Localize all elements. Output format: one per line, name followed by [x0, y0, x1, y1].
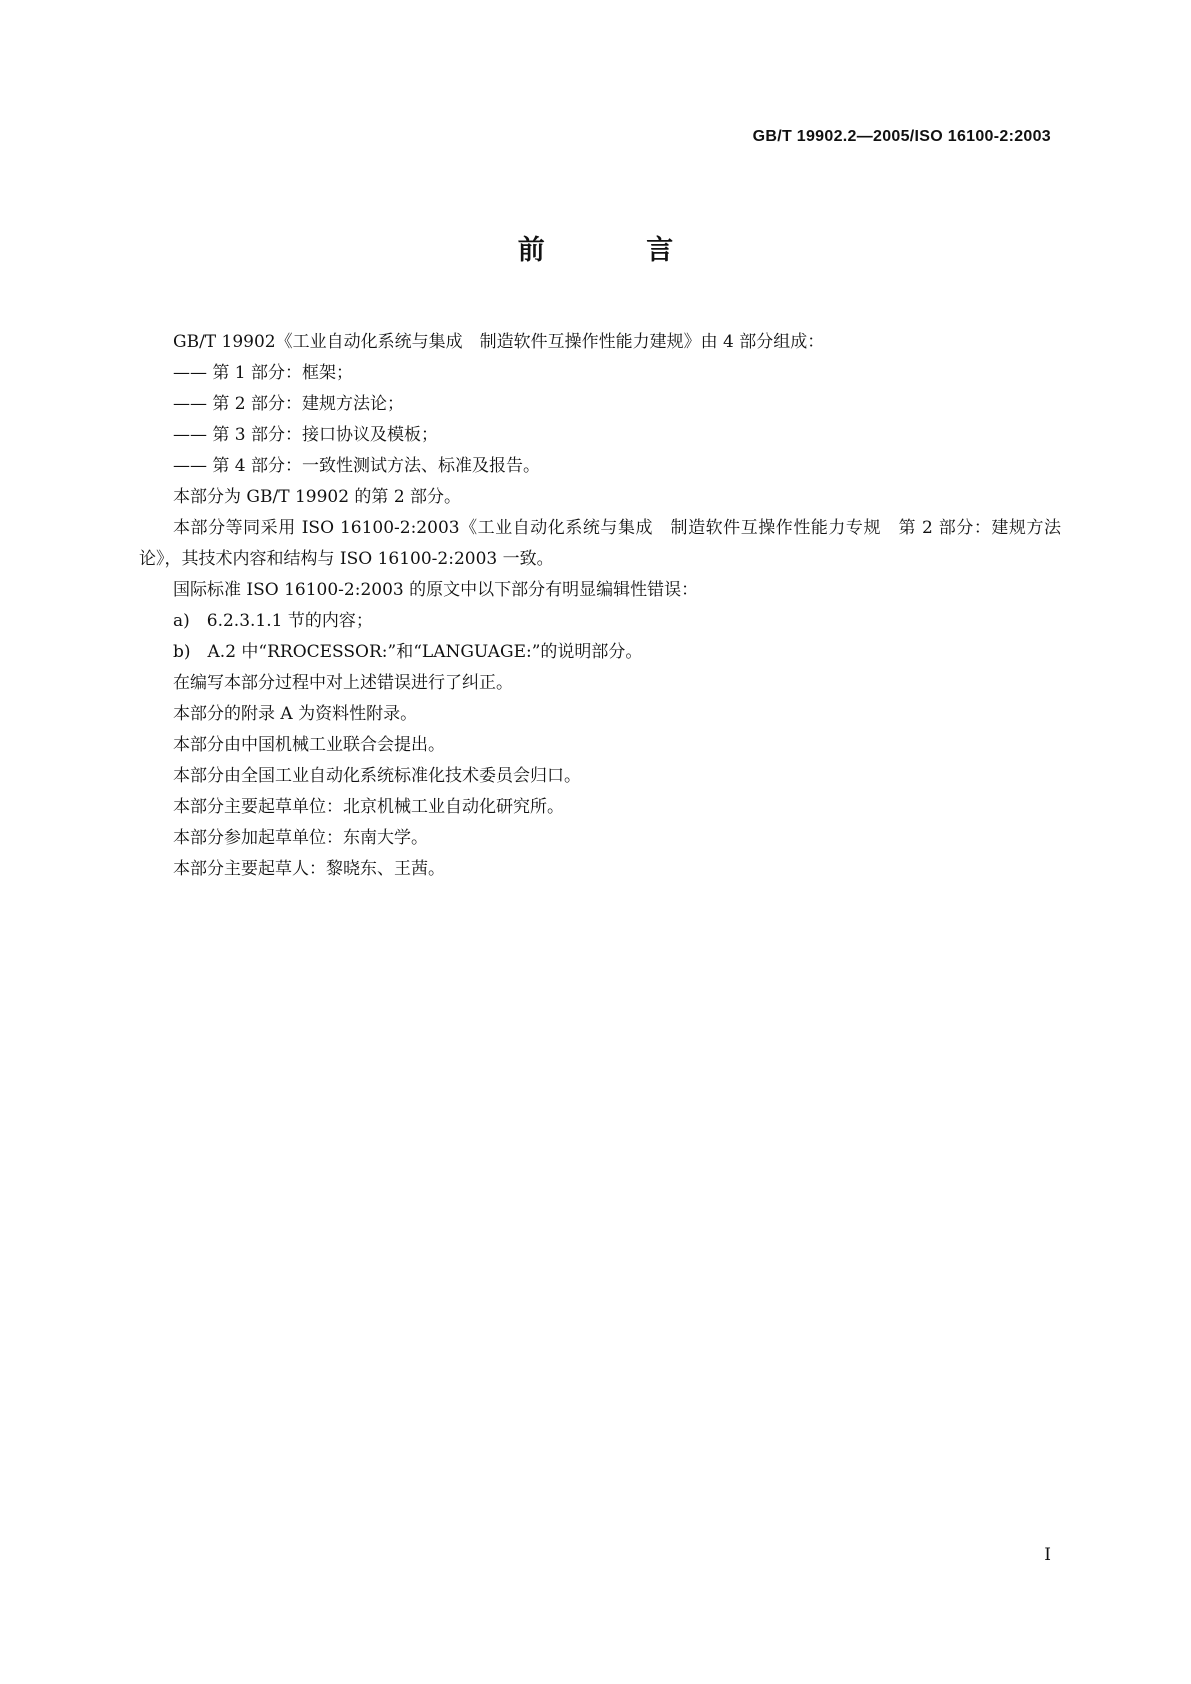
paragraph-corrections: 在编写本部分过程中对上述错误进行了纠正。 — [173, 673, 513, 693]
foreword-body — [139, 327, 1061, 885]
list-item-part-1: —— 第 1 部分：框架； — [173, 363, 354, 383]
paragraph-main-drafters: 本部分主要起草人：黎晓东、王茜。 — [173, 859, 445, 879]
page-title: 前 言 — [517, 235, 720, 266]
paragraph-centralized-by: 本部分由全国工业自动化系统标准化技术委员会归口。 — [173, 766, 581, 786]
paragraph-annex: 本部分的附录 A 为资料性附录。 — [173, 704, 418, 724]
paragraph-proposed-by: 本部分由中国机械工业联合会提出。 — [173, 735, 445, 755]
list-item-part-3: —— 第 3 部分：接口协议及模板； — [173, 425, 439, 445]
page-number: I — [1044, 1545, 1051, 1565]
list-item-error-b: b) A.2 中“RROCESSOR:”和“LANGUAGE:”的说明部分。 — [173, 642, 643, 662]
paragraph-participating-unit: 本部分参加起草单位：东南大学。 — [173, 828, 428, 848]
paragraph-errors-intro: 国际标准 ISO 16100-2:2003 的原文中以下部分有明显编辑性错误： — [173, 580, 699, 600]
paragraph-main-drafting-unit: 本部分主要起草单位：北京机械工业自动化研究所。 — [173, 797, 564, 817]
paragraph-parts-intro: GB/T 19902《工业自动化系统与集成 制造软件互操作性能力建规》由 4 部分组成： — [173, 332, 825, 352]
list-item-part-2: —— 第 2 部分：建规方法论； — [173, 394, 405, 414]
paragraph-adoption: 本部分等同采用 ISO 16100-2:2003《工业自动化系统与集成 制造软件互操作性能力专规 第 2 部分：建规方法论》，其技术内容和结构与 ISO 16100-2:2003 一致。 — [139, 518, 1061, 569]
list-item-part-4: —— 第 4 部分：一致性测试方法、标准及报告。 — [173, 456, 541, 476]
list-item-error-a: a) 6.2.3.1.1 节的内容； — [173, 611, 373, 631]
standard-code-header: GB/T 19902.2—2005/ISO 16100-2:2003 — [752, 128, 1051, 145]
paragraph-this-part: 本部分为 GB/T 19902 的第 2 部分。 — [173, 487, 462, 507]
